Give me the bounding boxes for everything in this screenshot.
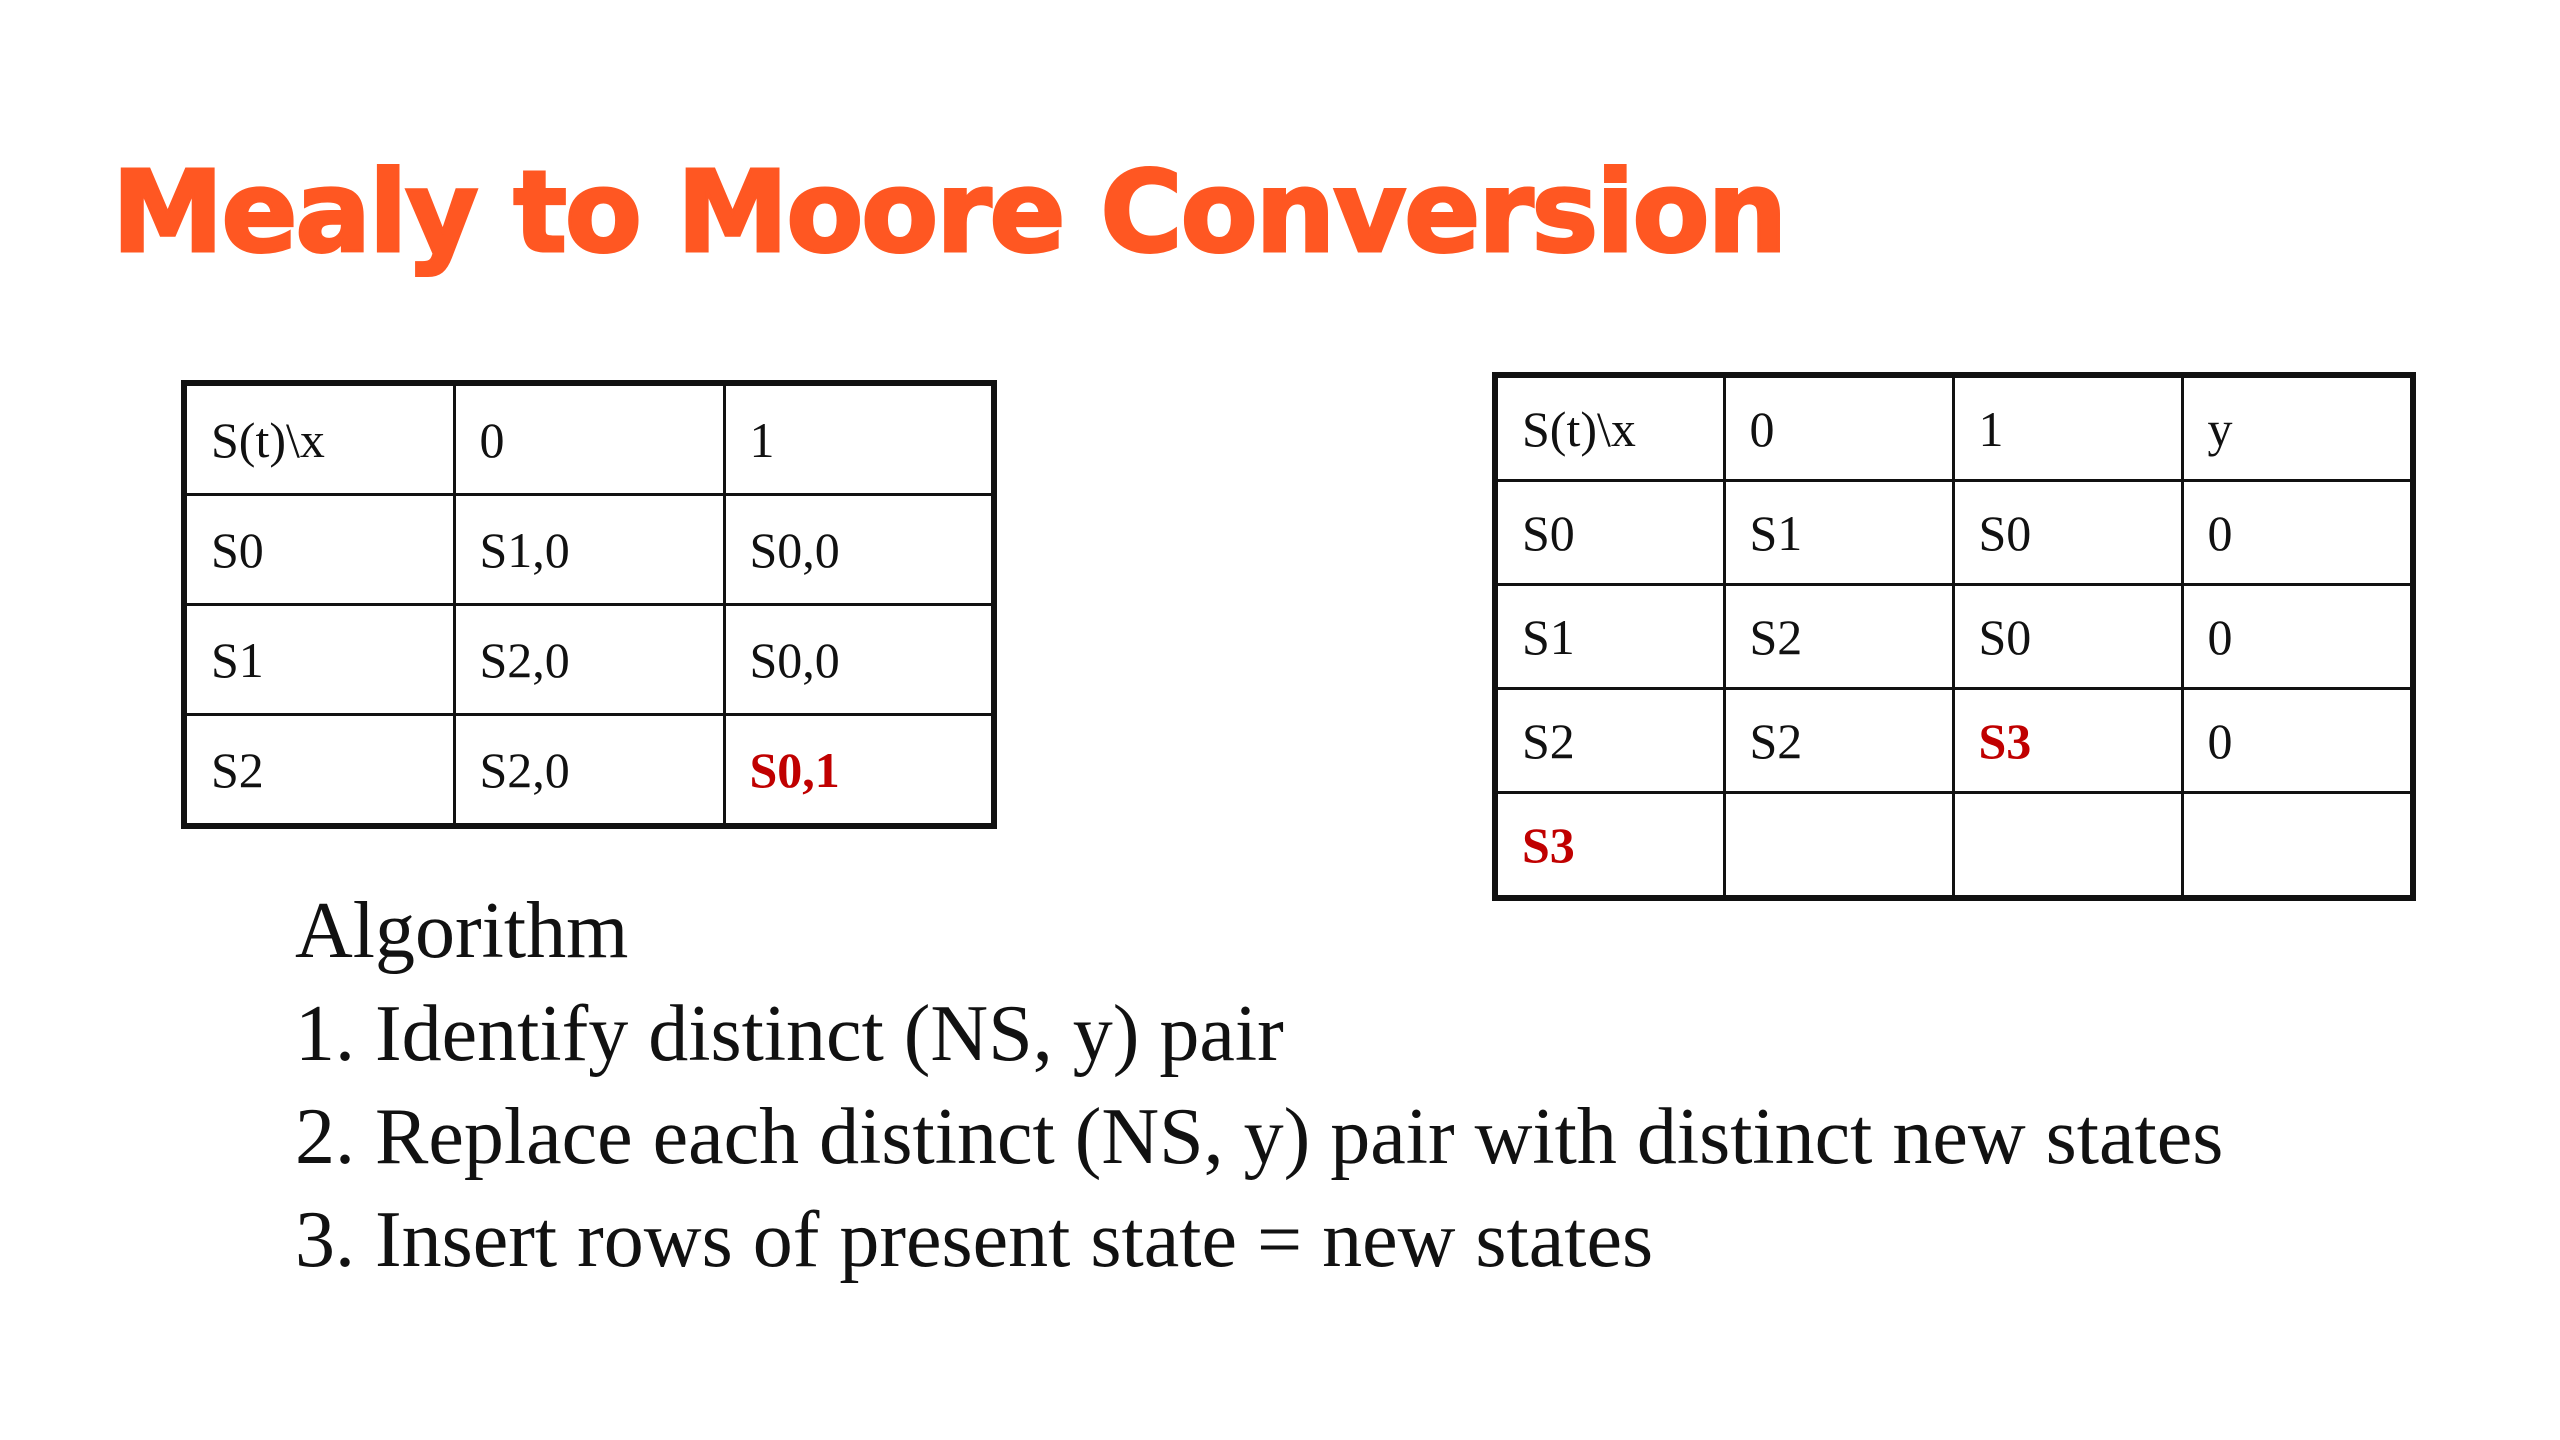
highlighted-table-cell: S0,1 (724, 715, 994, 827)
table-cell: S2 (1724, 689, 1953, 793)
table-cell: S0 (184, 495, 454, 605)
table-cell: S1,0 (454, 495, 724, 605)
mealy-state-table (181, 380, 997, 829)
table-cell: S2 (1724, 585, 1953, 689)
table-cell: 0 (2182, 689, 2413, 793)
table-cell: S0 (1495, 481, 1724, 585)
table-cell: S2,0 (454, 715, 724, 827)
highlighted-table-cell: S3 (1495, 793, 1724, 899)
algorithm-heading: Algorithm (295, 887, 629, 975)
header-cell-state: S(t)\x (184, 383, 454, 495)
table-cell: S0,0 (724, 495, 994, 605)
algorithm-step: 2. Replace each distinct (NS, y) pair with distinct new states (295, 1093, 2224, 1181)
header-cell-input-1: 1 (724, 383, 994, 495)
table-cell: S2,0 (454, 605, 724, 715)
table-cell: S2 (184, 715, 454, 827)
table-header-row (1495, 375, 2413, 481)
table-row (184, 495, 994, 605)
highlighted-table-cell: S3 (1953, 689, 2182, 793)
table-cell: S1 (1724, 481, 1953, 585)
table-cell: S0 (1953, 481, 2182, 585)
table-cell: S1 (184, 605, 454, 715)
header-cell-output: y (2182, 375, 2413, 481)
table-cell: 0 (2182, 481, 2413, 585)
table-header-row (184, 383, 994, 495)
table-cell: S1 (1495, 585, 1724, 689)
table-row (1495, 689, 2413, 793)
table-cell: S0,0 (724, 605, 994, 715)
header-cell-input-1: 1 (1953, 375, 2182, 481)
slide-title: Mealy to Moore Conversion (112, 148, 1786, 278)
header-cell-input-0: 0 (454, 383, 724, 495)
algorithm-block (295, 880, 2223, 1292)
header-cell-state: S(t)\x (1495, 375, 1724, 481)
moore-state-table (1492, 372, 2416, 901)
table-row (1495, 585, 2413, 689)
table-cell: S2 (1495, 689, 1724, 793)
table-row (184, 605, 994, 715)
table-cell: 0 (2182, 585, 2413, 689)
table-row (184, 715, 994, 827)
algorithm-step: 1. Identify distinct (NS, y) pair (295, 990, 1284, 1078)
algorithm-step: 3. Insert rows of present state = new states (295, 1196, 1654, 1284)
table-row (1495, 481, 2413, 585)
table-cell: S0 (1953, 585, 2182, 689)
header-cell-input-0: 0 (1724, 375, 1953, 481)
